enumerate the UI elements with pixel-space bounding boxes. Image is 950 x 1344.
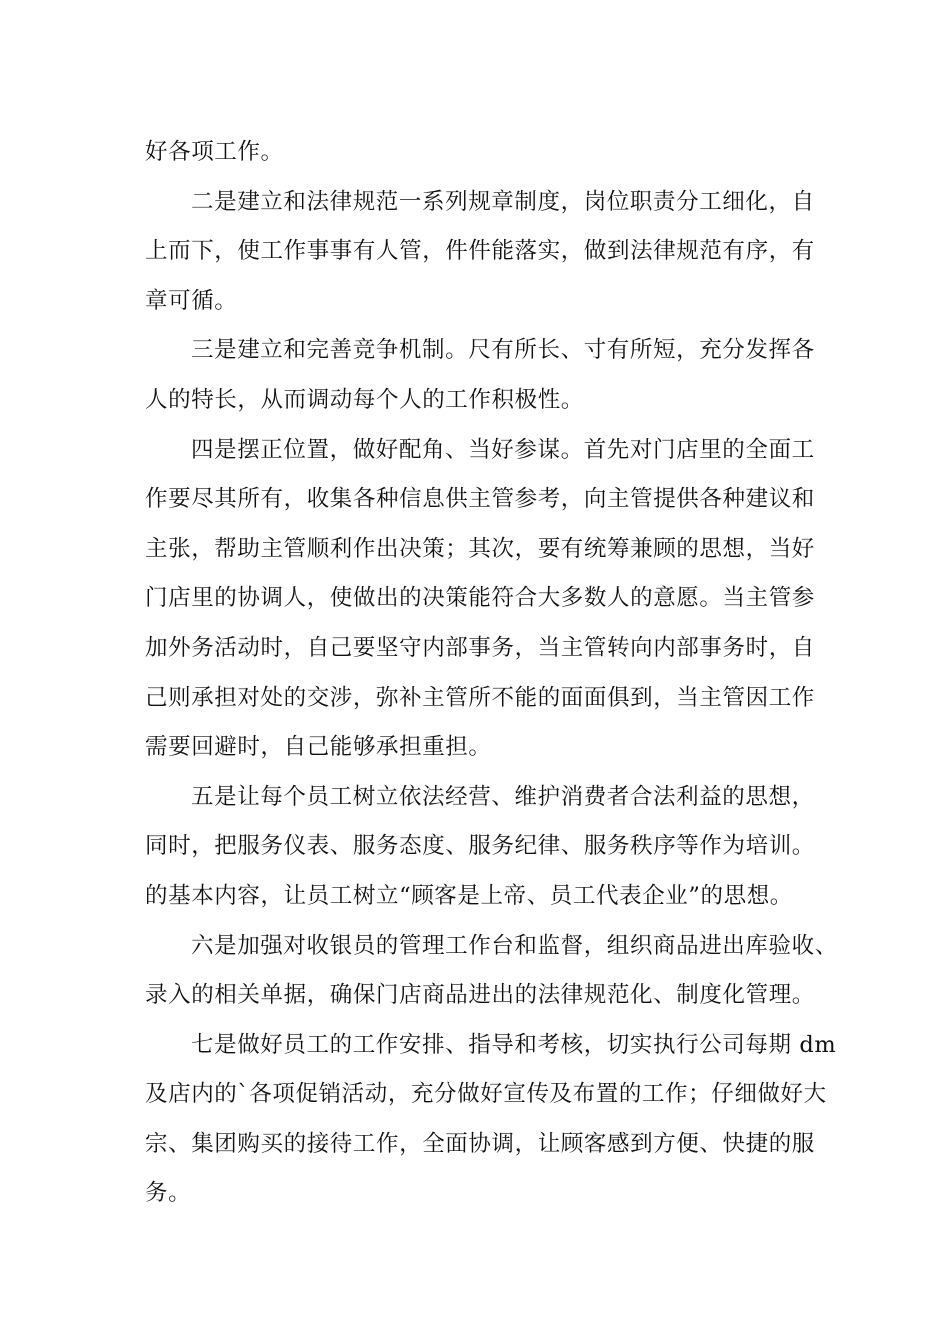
text-line: 己则承担对处的交涉，弥补主管所不能的面面俱到，当主管因工作 [145,684,815,711]
text-line: 章可循。 [145,287,238,314]
text-line: 录入的相关单据，确保门店商品进出的法律规范化、制度化管理。 [145,982,815,1009]
text-line: 同时，把服务仪表、服务态度、服务纪律、服务秩序等作为培训。 [145,833,815,860]
paragraph-first-line: 七是做好员工的工作安排、指导和考核，切实执行公司每期 dm [191,1031,837,1058]
text-line: 好各项工作。 [145,139,284,165]
paragraph-first-line: 六是加强对收银员的管理工作台和监督，组织商品进出库验收、 [191,932,838,959]
text-line: 上而下，使工作事事有人管，件件能落实，做到法律规范有序，有 [145,238,815,265]
text-line: 的基本内容，让员工树立“顾客是上帝、员工代表企业”的思想。 [145,882,793,909]
text-line: 人的特长，从而调动每个人的工作积极性。 [145,386,584,413]
text-line: 作要尽其所有，收集各种信息供主管参考，向主管提供各种建议和 [145,486,815,513]
text-line: 及店内的`各项促销活动，充分做好宣传及布置的工作；仔细做好大 [145,1081,827,1108]
text-line: 主张，帮助主管顺利作出决策；其次，要有统筹兼顾的思想，当好 [145,535,815,562]
document-body [145,128,838,1219]
text-line: 需要回避时，自己能够承担重担。 [145,734,492,761]
paragraph-first-line: 四是摆正位置，做好配角、当好参谋。首先对门店里的全面工 [191,436,815,463]
paragraph-first-line: 五是让每个员工树立依法经营、维护消费者合法利益的思想， [191,783,815,810]
paragraph-first-line: 二是建立和法律规范一系列规章制度，岗位职责分工细化，自 [191,188,815,215]
paragraph-first-line: 三是建立和完善竞争机制。尺有所长、寸有所短，充分发挥各 [191,337,815,364]
text-line: 门店里的协调人，使做出的决策能符合大多数人的意愿。当主管参 [145,585,815,612]
text-line: 务。 [145,1180,192,1207]
text-line: 宗、集团购买的接待工作，全面协调，让顾客感到方便、快捷的服 [145,1130,815,1157]
text-line: 加外务活动时，自己要坚守内部事务，当主管转向内部事务时，自 [145,634,815,661]
